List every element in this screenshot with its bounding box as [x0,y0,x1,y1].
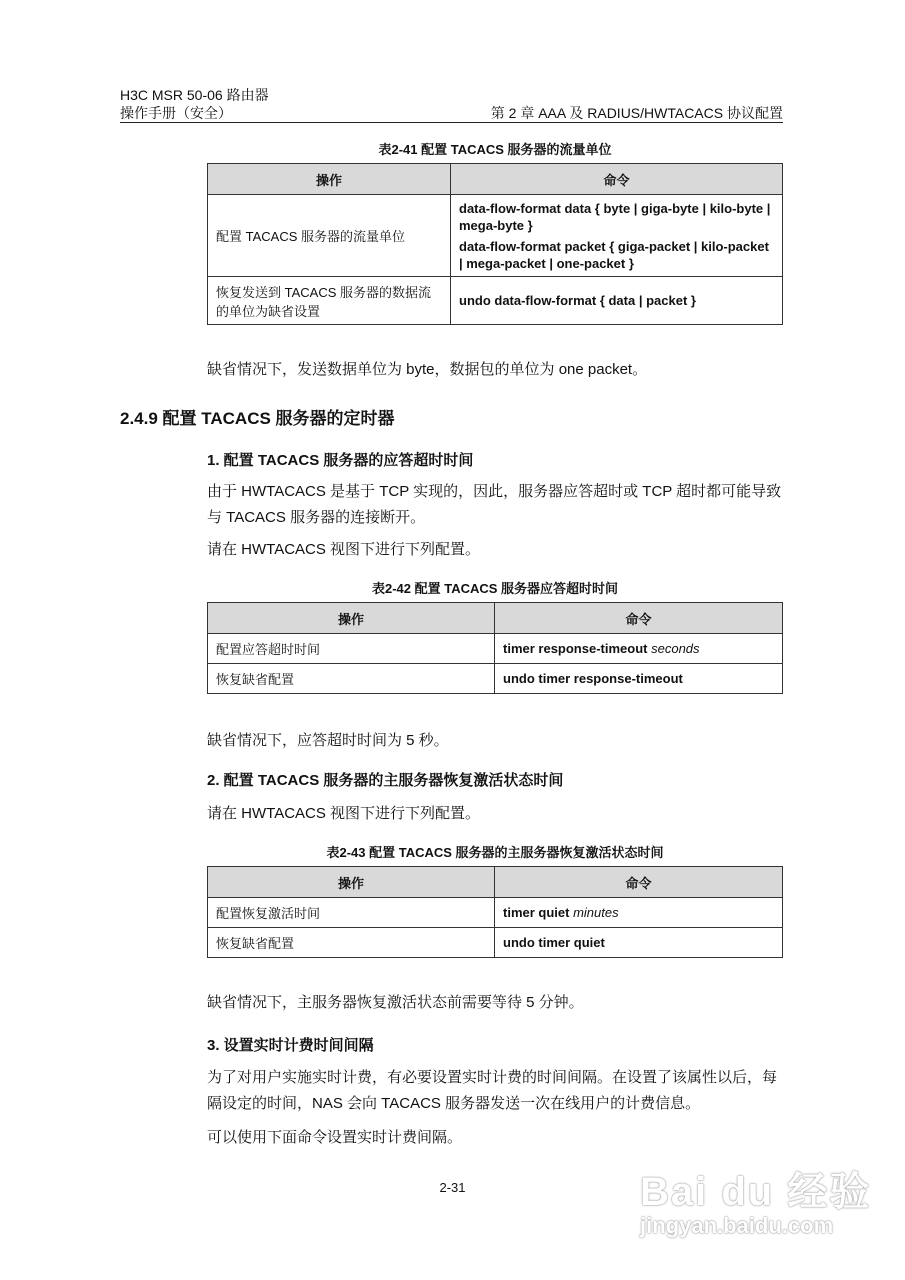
op-cell: 恢复缺省配置 [208,928,495,958]
cmd-cell: undo timer quiet [495,928,783,958]
header-product: H3C MSR 50-06 路由器 [120,87,269,103]
paragraph: 请在 HWTACACS 视图下进行下列配置。 [207,805,481,822]
col-header-op: 操作 [208,867,495,898]
table-row [208,664,783,694]
subheading: 2. 配置 TACACS 服务器的主服务器恢复激活状态时间 [207,772,564,789]
paragraph: 缺省情况下，主服务器恢复激活状态前需要等待 5 分钟。 [207,994,584,1011]
header-chapter: 第 2 章 AAA 及 RADIUS/HWTACACS 协议配置 [490,105,783,121]
paragraph: 缺省情况下，应答超时时间为 5 秒。 [207,732,449,749]
command: data-flow-format data { byte | giga-byte | kilo-byte | mega-byte } [459,200,771,233]
op-cell: 配置 TACACS 服务器的流量单位 [208,195,451,277]
table-row [208,634,783,664]
table-row [208,277,783,325]
command: data-flow-format packet { giga-packet | kilo-packet | mega-packet | one-packet } [459,238,769,271]
col-header-cmd: 命令 [451,164,783,195]
cmd-cell [495,898,783,928]
table-caption: 表2-41 配置 TACACS 服务器的流量单位 [378,142,612,157]
watermark-logo: Bai du 经验 [640,1170,872,1214]
table-row [208,195,783,277]
op-cell: 恢复发送到 TACACS 服务器的数据流的单位为缺省设置 [208,277,451,325]
paragraph: 缺省情况下，发送数据单位为 byte，数据包的单位为 one packet。 [207,361,648,378]
argument: seconds [651,641,700,656]
table-2-41 [207,163,783,325]
table-2-43 [207,866,783,958]
table-row [208,928,783,958]
col-header-cmd: 命令 [495,867,783,898]
page-number: 2-31 [439,1180,466,1195]
baidu-watermark [640,1160,871,1239]
cmd-cell [495,634,783,664]
op-cell: 配置应答超时时间 [208,634,495,664]
col-header-op: 操作 [208,164,451,195]
col-header-op: 操作 [208,603,495,634]
argument: minutes [573,905,619,920]
paragraph: 由于 HWTACACS 是基于 TCP 实现的，因此，服务器应答超时或 TCP 超时都可能导致与 TACACS 服务器的连接断开。 [207,483,782,526]
subheading: 1. 配置 TACACS 服务器的应答超时时间 [207,452,474,469]
subheading: 3. 设置实时计费时间间隔 [207,1037,374,1054]
cmd-cell [451,195,783,277]
op-cell: 恢复缺省配置 [208,664,495,694]
table-2-42 [207,602,783,694]
table-row [208,898,783,928]
op-cell: 配置恢复激活时间 [208,898,495,928]
watermark-url: jingyan.baidu.com [640,1213,834,1238]
header-rule [120,122,783,123]
command: timer response-timeout [503,641,648,656]
cmd-cell: undo timer response-timeout [495,664,783,694]
section-heading: 2.4.9 配置 TACACS 服务器的定时器 [120,409,395,428]
col-header-cmd: 命令 [495,603,783,634]
table-caption: 表2-43 配置 TACACS 服务器的主服务器恢复激活状态时间 [326,845,664,860]
paragraph: 可以使用下面命令设置实时计费间隔。 [207,1129,463,1146]
paragraph: 为了对用户实施实时计费，有必要设置实时计费的时间间隔。在设置了该属性以后，每隔设定的时间，NAS 会向 TACACS 服务器发送一次在线用户的计费信息。 [207,1069,778,1112]
paragraph: 请在 HWTACACS 视图下进行下列配置。 [207,541,481,558]
header-manual: 操作手册（安全） [120,105,232,121]
command: timer quiet [503,905,570,920]
cmd-cell: undo data-flow-format { data | packet } [451,277,783,325]
table-caption: 表2-42 配置 TACACS 服务器应答超时时间 [371,581,619,596]
